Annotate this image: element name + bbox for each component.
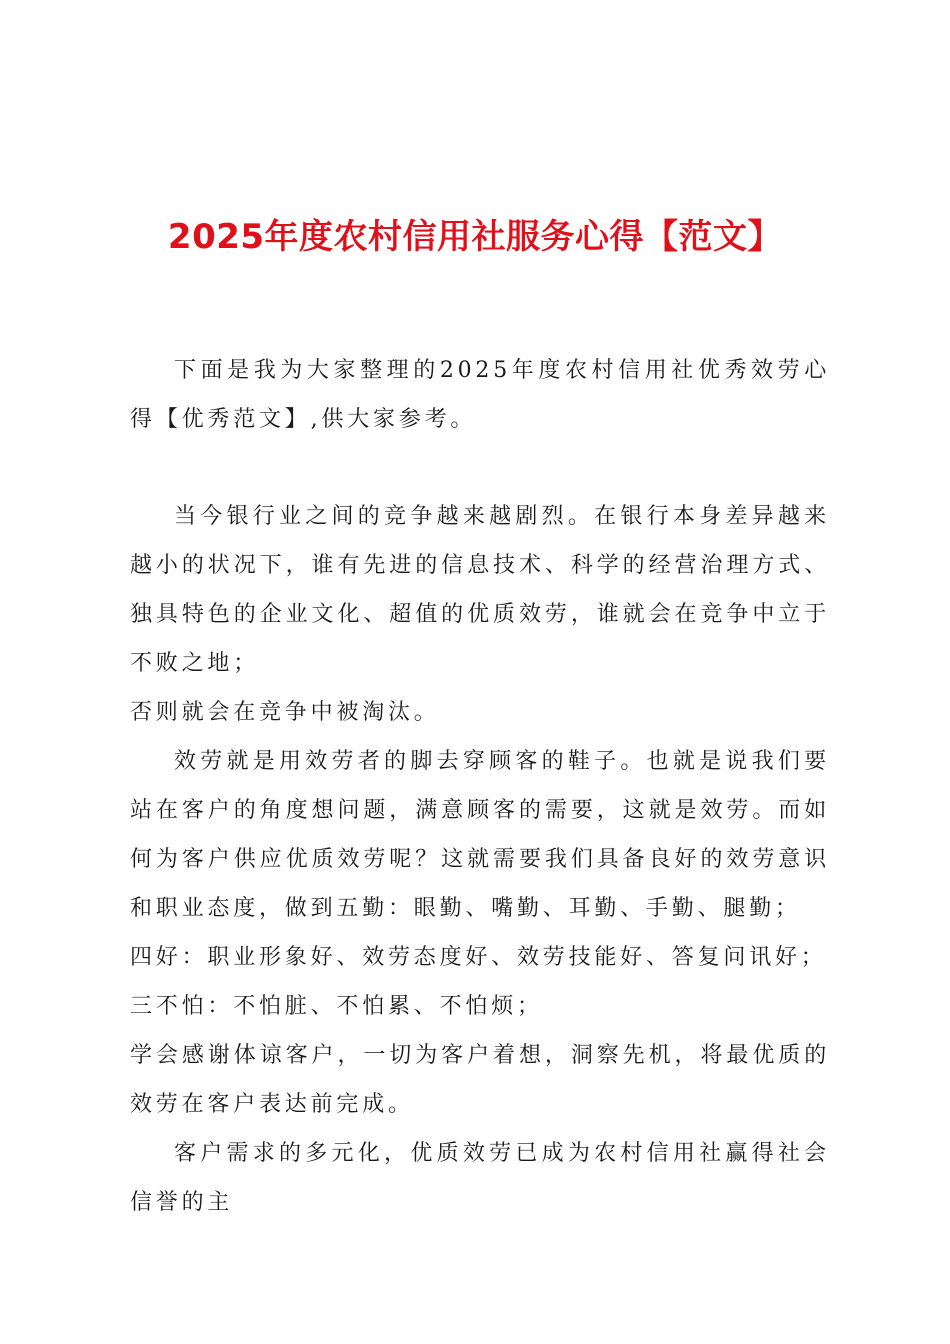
intro-block	[130, 346, 830, 444]
document-title: 2025年度农村信用社服务心得【范文】	[167, 217, 783, 257]
article-body	[130, 492, 830, 1227]
body-paragraph-7: 客户需求的多元化，优质效劳已成为农村信用社赢得社会信誉的主	[130, 1141, 830, 1215]
body-paragraph-4: 四好：职业形象好、效劳态度好、效劳技能好、答复问讯好；	[130, 945, 827, 970]
body-paragraph-2: 否则就会在竞争中被淘汰。	[130, 700, 440, 725]
intro-paragraph: 下面是我为大家整理的2025年度农村信用社优秀效劳心得【优秀范文】,供大家参考。	[130, 358, 830, 432]
body-paragraph-3: 效劳就是用效劳者的脚去穿顾客的鞋子。也就是说我们要站在客户的角度想问题，满意顾客的需要，这就是效劳。而如何为客户供应优质效劳呢？这就需要我们具备良好的效劳意识和职业态度，做到五勤：眼勤、嘴勤、耳勤、手勤、腿勤；	[130, 749, 830, 921]
body-paragraph-6: 学会感谢体谅客户，一切为客户着想，洞察先机，将最优质的效劳在客户表达前完成。	[130, 1043, 830, 1117]
body-paragraph-1: 当今银行业之间的竞争越来越剧烈。在银行本身差异越来越小的状况下，谁有先进的信息技术、科学的经营治理方式、独具特色的企业文化、超值的优质效劳，谁就会在竞争中立于不败之地；	[130, 504, 830, 676]
body-paragraph-5: 三不怕：不怕脏、不怕累、不怕烦；	[130, 994, 543, 1019]
